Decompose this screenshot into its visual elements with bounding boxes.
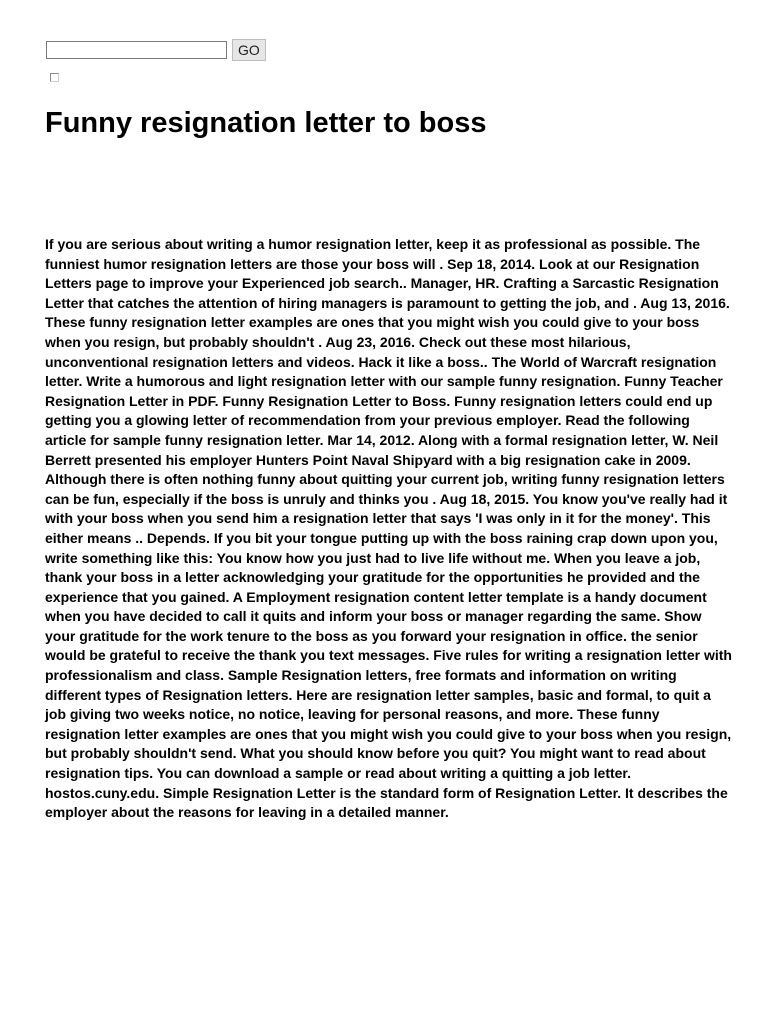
article-body: If you are serious about writing a humor resignation letter, keep it as professional as possible. The funniest humor resignation letters are those your boss will . Sep 18, 2014. Look at our Resignation Letters page to improve your Experienced job search.. Manager, HR. Crafting a Sarcastic Resignation Letter that catches the attention of hiring managers is paramount to getting the job, and . Aug 13, 2016. These funny resignation letter examples are ones that you might wish you could give to your boss when you resign, but probably shouldn't . Aug 23, 2016. Check out these most hilarious, unconventional resignation letters and videos. Hack it like a boss.. The World of Warcraft resignation letter. Write a humorous and light resignation letter with our sample funny resignation. Funny Teacher Resignation Letter in PDF. Funny Resignation Letter to Boss. Funny resignation letters could end up getting you a glowing letter of recommendation from your previous employer. Read the following article for sample funny resignation letter. Mar 14, 2012. Along with a formal resignation letter, W. Neil Berrett presented his employer Hunters Point Naval Shipyard with a big resignation cake in 2009. Although there is often nothing funny about quitting your current job, writing funny resignation letters can be fun, especially if the boss is unruly and thinks you . Aug 18, 2015. You know you've really had it with your boss when you send him a resignation letter that says 'I was only in it for the money'. This either means .. Depends. If you bit your tongue putting up with the boss raining crap down upon you, write something like this: You know how you just had to live life without me. When you leave a job, thank your boss in a letter acknowledging your gratitude for the opportunities he provided and the experience that you gained. A Employment resignation content letter template is a handy document when you have decided to call it quits and inform your boss or manager regarding the same. Show your gratitude for the work tenure to the boss as you forward your resignation in office. the senior would be grateful to receive the thank you text messages. Five rules for writing a resignation letter with professionalism and class. Sample Resignation letters, free formats and information on writing different types of Resignation letters. Here are resignation letter samples, basic and formal, to quit a job giving two weeks notice, no notice, leaving for personal reasons, and more. These funny resignation letter examples are ones that you might wish you could give to your boss when you resign, but probably shouldn't send. What you should know before you quit? You might want to read about resignation tips. You can download a sample or read about writing a quitting a job letter. hostos.cuny.edu. Simple Resignation Letter is the standard form of Resignation Letter. It describes the employer about the reasons for leaving in a detailed manner. bbox=[45, 236, 732, 821]
page-title: Funny resignation letter to boss bbox=[45, 107, 487, 139]
search-form bbox=[46, 39, 266, 61]
checkbox[interactable] bbox=[50, 73, 59, 82]
search-input[interactable] bbox=[46, 41, 227, 59]
go-button[interactable]: GO bbox=[232, 39, 266, 61]
